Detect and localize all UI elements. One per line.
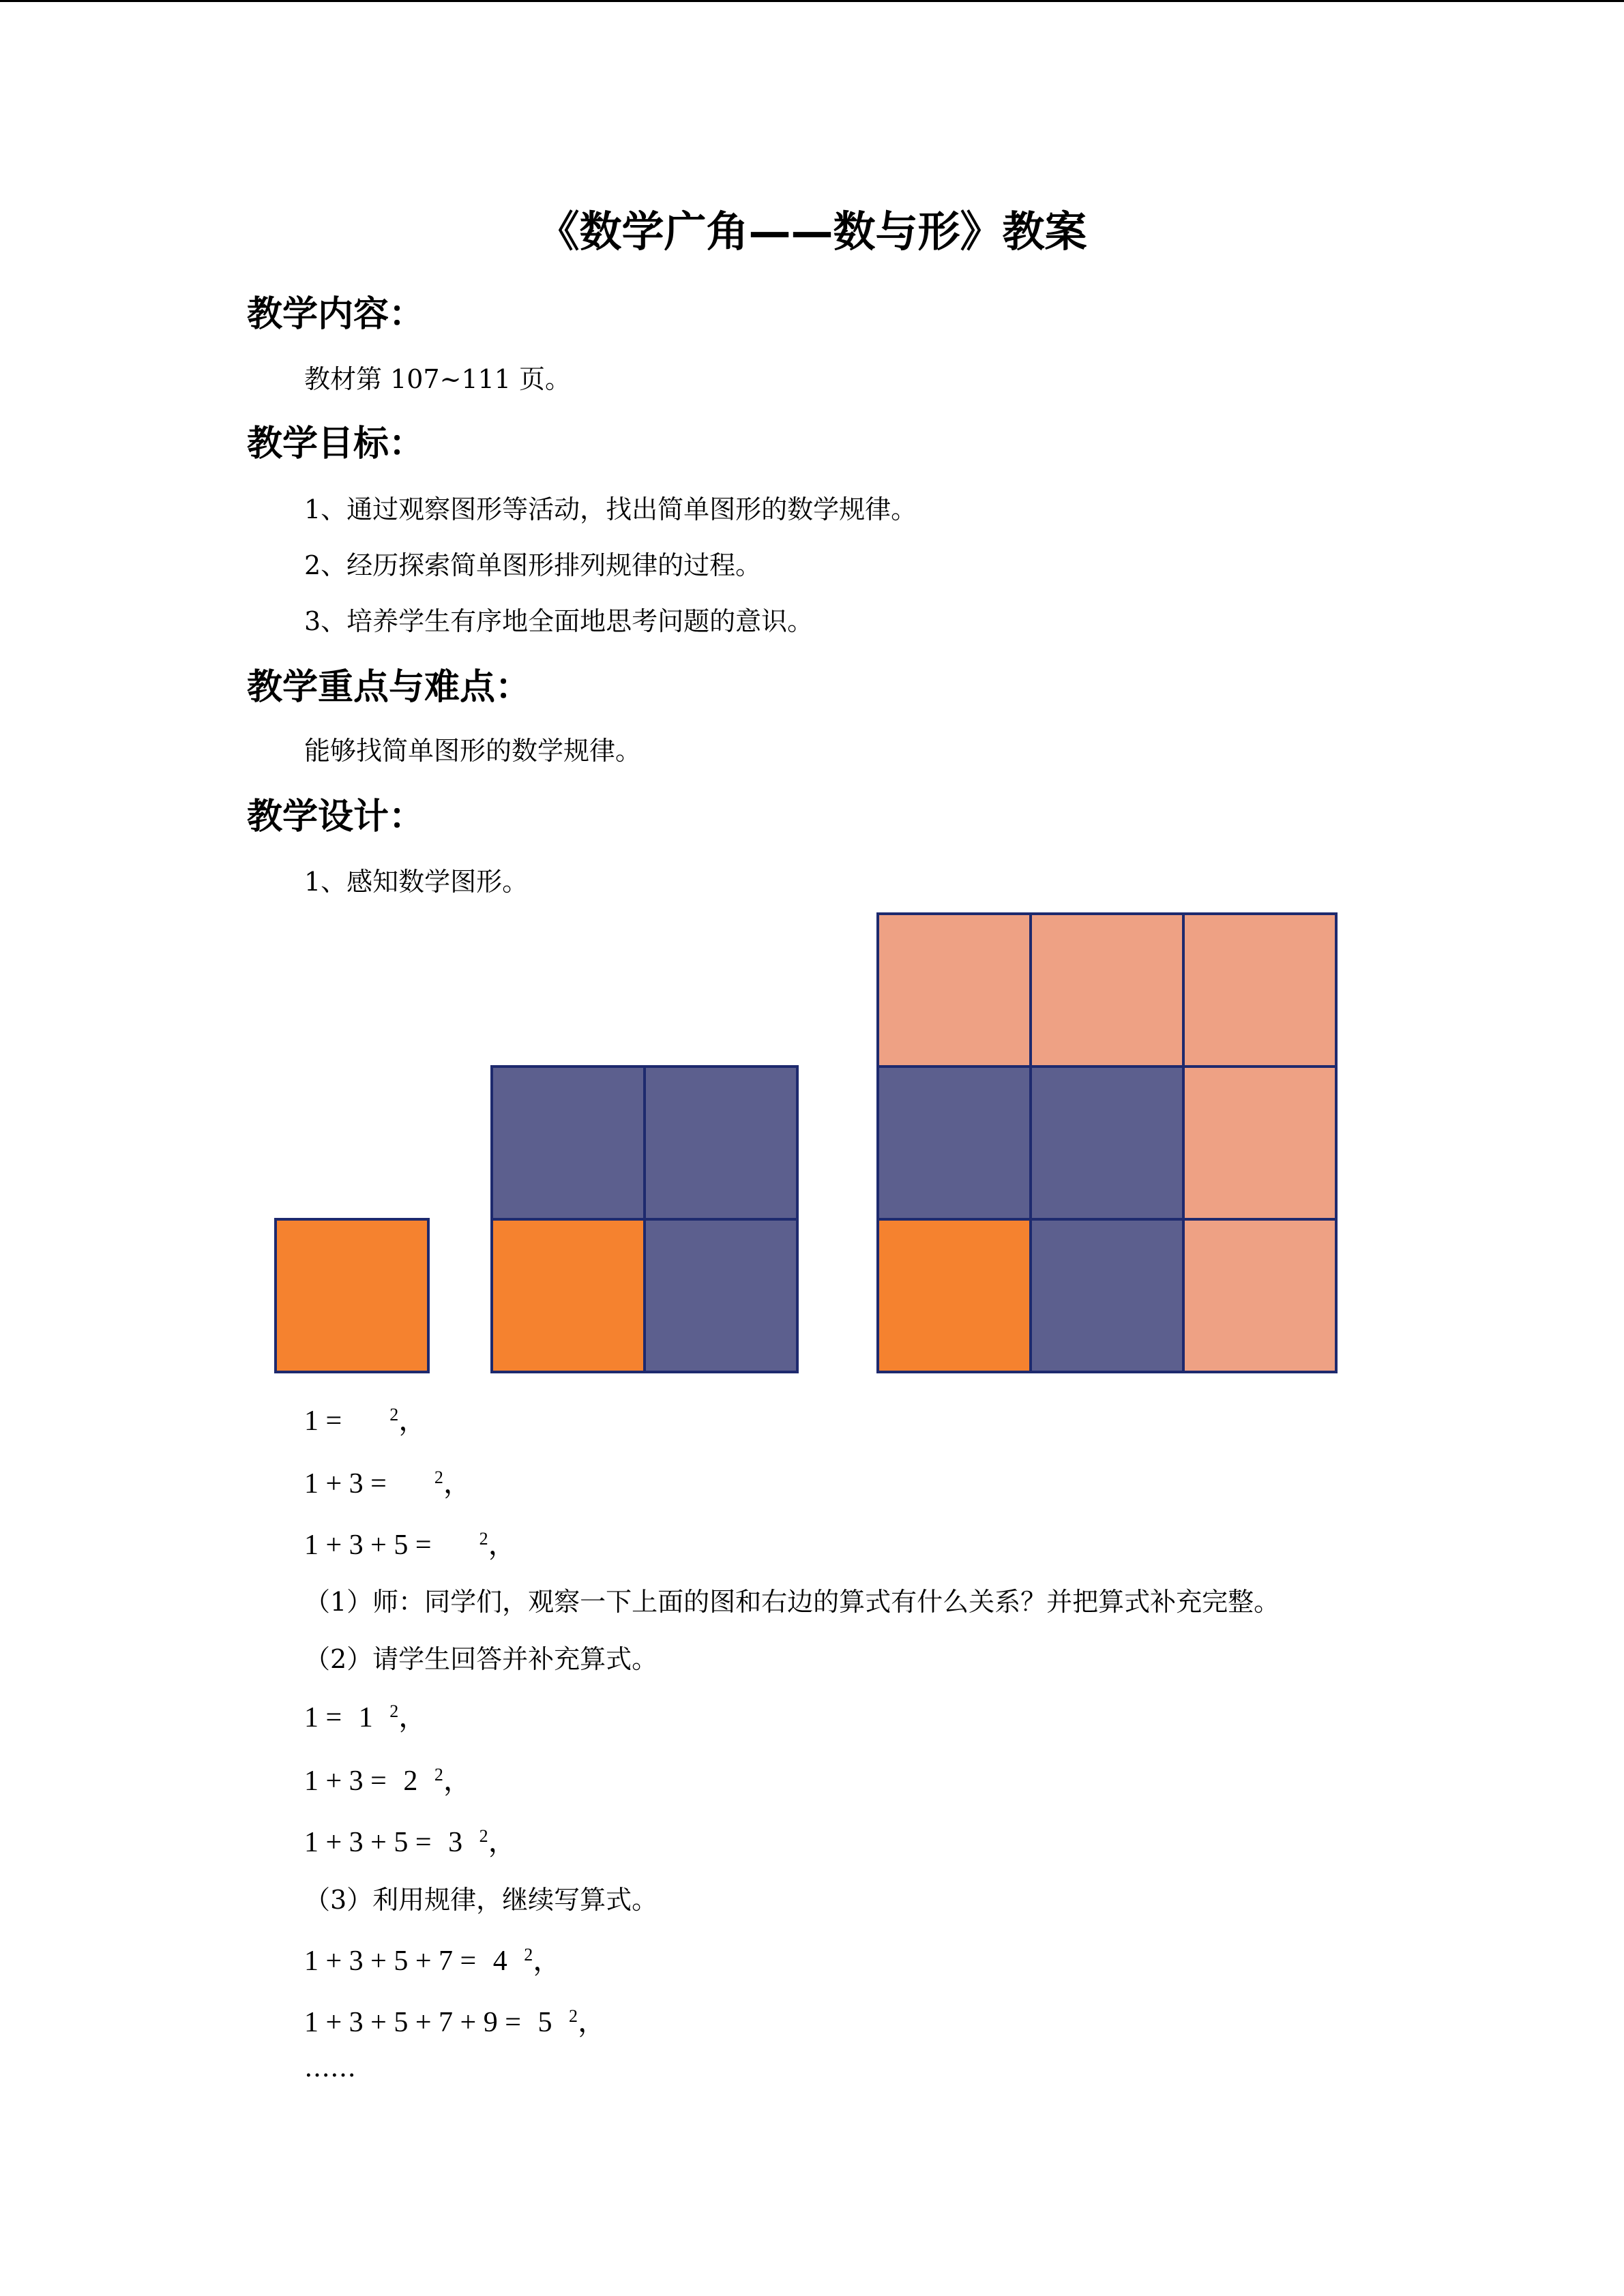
answer-base: 2 [403,1765,418,1797]
blank-equation [304,1522,517,1563]
equation-left: 1 + 3 + 5 = [304,1530,432,1561]
square-cell-orange [878,1219,1031,1372]
exponent: 2 [434,1765,443,1785]
answer-equation [304,1758,472,1799]
blank-equation [304,1461,472,1502]
instruction-2: （2）请学生回答并补充算式。 [304,1644,658,1674]
square-cell-blue [492,1067,645,1219]
ellipsis: …… [304,2053,356,2083]
answer-base: 4 [492,1945,507,1977]
equation-end: ， [443,1765,472,1797]
equation-left: 1 + 3 + 5 + 7 + 9 = [304,2007,521,2038]
continued-equation [304,1938,561,1979]
equation-end: ， [577,2007,606,2038]
equation-left: 1 + 3 = [304,1468,387,1500]
equation-end: ， [398,1702,428,1733]
exponent: 2 [434,1467,443,1487]
equation-left: 1 = [304,1702,342,1733]
square-cell-pink [878,914,1031,1067]
square-cell-blue [878,1067,1031,1219]
square-cell-orange [276,1219,428,1372]
heading-teaching-goals: 教学目标： [247,423,425,464]
answer-base: 1 [358,1702,373,1733]
goal-item: 1、通过观察图形等活动，找出简单图形的数学规律。 [304,494,917,524]
equation-left: 1 + 3 + 5 = [304,1827,432,1858]
square-cell-blue [1031,1067,1183,1219]
goal-item: 2、经历探索简单图形排列规律的过程。 [304,550,762,580]
answer-equation [304,1819,517,1860]
equation-left: 1 = [304,1405,342,1437]
teaching-content-text: 教材第 107~111 页。 [304,364,572,394]
design-step-1: 1、感知数学图形。 [304,867,529,897]
square-cell-blue [645,1219,797,1372]
key-points-text: 能够找简单图形的数学规律。 [304,736,642,766]
goal-item: 3、培养学生有序地全面地思考问题的意识。 [304,606,814,636]
square-cell-pink [1031,914,1183,1067]
answer-base: 5 [537,2007,552,2038]
exponent: 2 [389,1405,399,1425]
exponent: 2 [524,1945,533,1965]
exponent: 2 [479,1529,488,1549]
square-cell-orange [492,1219,645,1372]
square-cell-pink [1183,1219,1336,1372]
equation-end: ， [398,1405,428,1437]
exponent: 2 [389,1701,399,1721]
instruction-1: （1）师：同学们，观察一下上面的图和右边的算式有什么关系？并把算式补充完整。 [304,1587,1280,1617]
answer-equation [304,1695,427,1735]
blank-equation [304,1398,427,1439]
exponent: 2 [568,2006,578,2026]
instruction-3: （3）利用规律，继续写算式。 [304,1885,658,1915]
equation-left: 1 + 3 = [304,1765,387,1797]
square-cell-pink [1183,914,1336,1067]
square-cell-blue [1031,1219,1183,1372]
equation-end: ， [533,1945,562,1977]
heading-teaching-content: 教学内容： [247,294,425,335]
answer-base: 3 [448,1827,463,1858]
equation-end: ， [488,1530,517,1561]
equation-left: 1 + 3 + 5 + 7 = [304,1945,477,1977]
exponent: 2 [479,1826,488,1846]
page-title: 《数学广角——数与形》教案 [537,207,1087,256]
heading-teaching-design: 教学设计： [247,796,425,837]
square-cell-pink [1183,1067,1336,1219]
equation-end: ， [488,1827,517,1858]
equation-end: ， [443,1468,472,1500]
square-cell-blue [645,1067,797,1219]
heading-key-points: 教学重点与难点： [247,667,531,708]
continued-equation [304,1999,606,2040]
